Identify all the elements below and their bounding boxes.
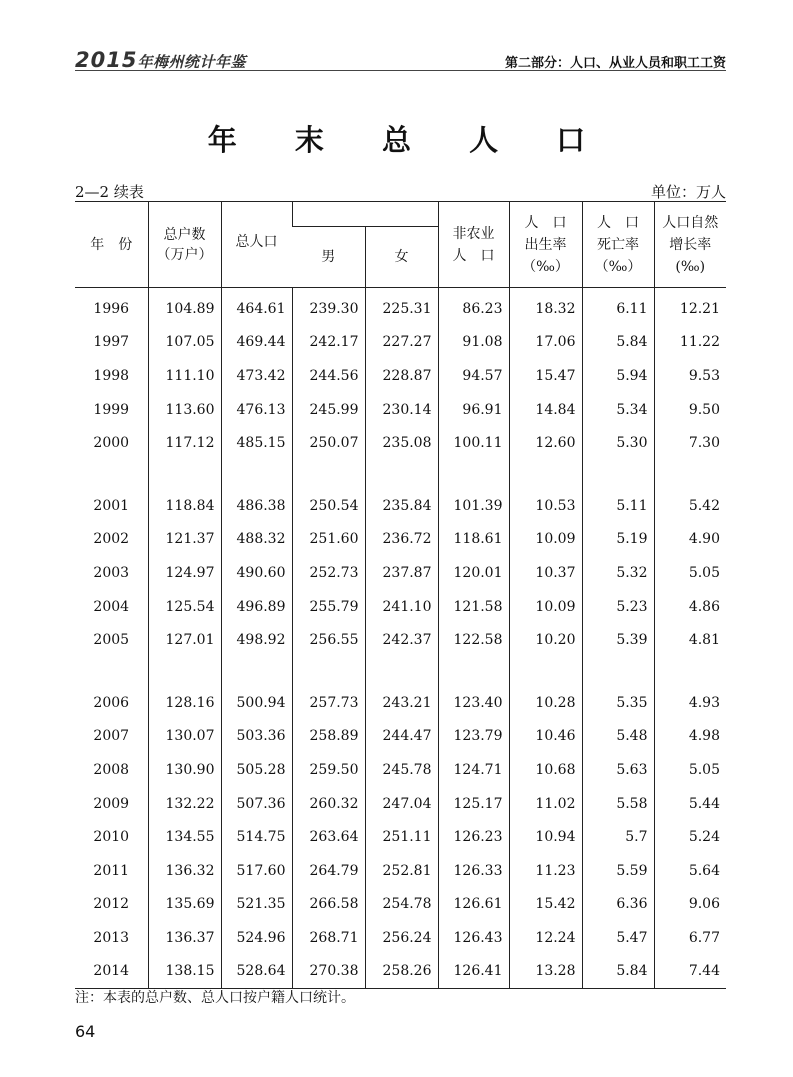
col-header-male: 男 bbox=[292, 227, 365, 288]
cell-female: 258.26 bbox=[365, 955, 438, 989]
cell-male: 250.07 bbox=[292, 426, 365, 460]
cell-male: 260.32 bbox=[292, 787, 365, 821]
cell-male: 258.89 bbox=[292, 720, 365, 754]
cell-birth-rate: 15.42 bbox=[509, 888, 582, 922]
cell-households: 134.55 bbox=[148, 820, 221, 854]
cell-nonagricultural: 123.79 bbox=[438, 720, 509, 754]
cell-female: 245.78 bbox=[365, 753, 438, 787]
cell-total-population: 498.92 bbox=[221, 623, 292, 657]
spacer-cell bbox=[292, 460, 365, 489]
col-header-death-rate-text: 人 口死亡率（‰） bbox=[594, 214, 642, 275]
spacer-cell bbox=[509, 460, 582, 489]
yearbook-year: 2015 bbox=[75, 48, 138, 72]
cell-total-population: 524.96 bbox=[221, 921, 292, 955]
cell-death-rate: 5.59 bbox=[582, 854, 654, 888]
table-note: 注：本表的总户数、总人口按户籍人口统计。 bbox=[75, 990, 355, 1006]
table-row bbox=[75, 753, 726, 787]
table-row bbox=[75, 426, 726, 460]
cell-households: 125.54 bbox=[148, 590, 221, 624]
cell-death-rate: 6.36 bbox=[582, 888, 654, 922]
cell-year: 1997 bbox=[93, 334, 130, 351]
cell-female: 235.08 bbox=[365, 426, 438, 460]
table-row bbox=[75, 787, 726, 821]
cell-birth-rate: 11.02 bbox=[509, 787, 582, 821]
cell-total-population: 485.15 bbox=[221, 426, 292, 460]
cell-nonagricultural: 126.61 bbox=[438, 888, 509, 922]
spacer-row bbox=[75, 460, 726, 489]
cell-birth-rate: 13.28 bbox=[509, 955, 582, 989]
spacer-cell bbox=[654, 657, 726, 686]
table-row bbox=[75, 393, 726, 427]
col-header-birth-rate-text: 人 口出生率（‰） bbox=[522, 214, 569, 275]
cell-female: 242.37 bbox=[365, 623, 438, 657]
cell-total-population: 488.32 bbox=[221, 523, 292, 557]
table-row bbox=[75, 359, 726, 393]
cell-total-population: 486.38 bbox=[221, 489, 292, 523]
cell-female: 227.27 bbox=[365, 326, 438, 360]
cell-female: 243.21 bbox=[365, 686, 438, 720]
cell-nonagricultural: 126.43 bbox=[438, 921, 509, 955]
cell-birth-rate: 10.53 bbox=[509, 489, 582, 523]
cell-households: 136.37 bbox=[148, 921, 221, 955]
cell-female: 225.31 bbox=[365, 288, 438, 326]
cell-male: 239.30 bbox=[292, 288, 365, 326]
cell-natural-growth: 9.53 bbox=[654, 359, 726, 393]
table-row bbox=[75, 921, 726, 955]
header-divider bbox=[75, 70, 726, 71]
cell-natural-growth: 4.90 bbox=[654, 523, 726, 557]
cell-male: 242.17 bbox=[292, 326, 365, 360]
cell-female: 252.81 bbox=[365, 854, 438, 888]
cell-nonagricultural: 123.40 bbox=[438, 686, 509, 720]
col-header-sex-group bbox=[292, 202, 438, 227]
cell-birth-rate: 10.09 bbox=[509, 523, 582, 557]
cell-male: 250.54 bbox=[292, 489, 365, 523]
cell-birth-rate: 18.32 bbox=[509, 288, 582, 326]
cell-natural-growth: 4.98 bbox=[654, 720, 726, 754]
cell-natural-growth: 5.24 bbox=[654, 820, 726, 854]
cell-natural-growth: 12.21 bbox=[654, 288, 726, 326]
cell-birth-rate: 10.20 bbox=[509, 623, 582, 657]
cell-male: 259.50 bbox=[292, 753, 365, 787]
cell-natural-growth: 11.22 bbox=[654, 326, 726, 360]
cell-total-population: 517.60 bbox=[221, 854, 292, 888]
cell-male: 263.64 bbox=[292, 820, 365, 854]
spacer-row bbox=[75, 657, 726, 686]
cell-total-population: 464.61 bbox=[221, 288, 292, 326]
cell-male: 266.58 bbox=[292, 888, 365, 922]
cell-male: 256.55 bbox=[292, 623, 365, 657]
cell-natural-growth: 5.64 bbox=[654, 854, 726, 888]
table-row bbox=[75, 489, 726, 523]
cell-year: 2000 bbox=[93, 435, 130, 452]
spacer-cell bbox=[221, 657, 292, 686]
cell-year: 2014 bbox=[75, 955, 148, 989]
cell-households: 135.69 bbox=[148, 888, 221, 922]
spacer-cell bbox=[221, 460, 292, 489]
cell-total-population: 500.94 bbox=[221, 686, 292, 720]
cell-nonagricultural: 124.71 bbox=[438, 753, 509, 787]
cell-birth-rate: 12.24 bbox=[509, 921, 582, 955]
cell-natural-growth: 7.30 bbox=[654, 426, 726, 460]
cell-death-rate: 5.84 bbox=[582, 326, 654, 360]
col-header-households-text: 总户数（万户） bbox=[156, 226, 213, 263]
spacer-cell bbox=[148, 460, 221, 489]
spacer-cell bbox=[292, 657, 365, 686]
cell-birth-rate: 14.84 bbox=[509, 393, 582, 427]
cell-death-rate: 5.48 bbox=[582, 720, 654, 754]
cell-natural-growth: 7.44 bbox=[654, 955, 726, 989]
cell-total-population: 507.36 bbox=[221, 787, 292, 821]
cell-birth-rate: 10.68 bbox=[509, 753, 582, 787]
table-row bbox=[75, 556, 726, 590]
spacer-cell bbox=[509, 657, 582, 686]
cell-households: 117.12 bbox=[148, 426, 221, 460]
cell-households: 128.16 bbox=[148, 686, 221, 720]
cell-households: 113.60 bbox=[148, 393, 221, 427]
table-row bbox=[75, 326, 726, 360]
table-row bbox=[75, 888, 726, 922]
cell-year: 1998 bbox=[93, 367, 130, 384]
spacer-cell bbox=[75, 460, 148, 489]
spacer-cell bbox=[582, 657, 654, 686]
cell-nonagricultural: 118.61 bbox=[438, 523, 509, 557]
cell-total-population: 469.44 bbox=[221, 326, 292, 360]
population-table bbox=[75, 201, 726, 989]
cell-birth-rate: 10.09 bbox=[509, 590, 582, 624]
cell-female: 235.84 bbox=[365, 489, 438, 523]
cell-death-rate: 5.94 bbox=[582, 359, 654, 393]
cell-total-population: 496.89 bbox=[221, 590, 292, 624]
spacer-cell bbox=[438, 657, 509, 686]
cell-nonagricultural: 126.33 bbox=[438, 854, 509, 888]
cell-households: 138.15 bbox=[148, 955, 221, 989]
cell-total-population: 505.28 bbox=[221, 753, 292, 787]
spacer-cell bbox=[148, 657, 221, 686]
cell-nonagricultural: 126.41 bbox=[438, 955, 509, 989]
cell-year: 2010 bbox=[93, 829, 130, 846]
cell-female: 230.14 bbox=[365, 393, 438, 427]
cell-households: 111.10 bbox=[148, 359, 221, 393]
cell-households: 107.05 bbox=[148, 326, 221, 360]
col-header-nonagricultural bbox=[438, 202, 509, 288]
col-header-year: 年 份 bbox=[75, 202, 148, 288]
cell-total-population: 503.36 bbox=[221, 720, 292, 754]
cell-birth-rate: 12.60 bbox=[509, 426, 582, 460]
table-row bbox=[75, 523, 726, 557]
cell-death-rate: 5.7 bbox=[582, 820, 654, 854]
cell-nonagricultural: 91.08 bbox=[438, 326, 509, 360]
cell-natural-growth: 5.42 bbox=[654, 489, 726, 523]
cell-birth-rate: 11.23 bbox=[509, 854, 582, 888]
cell-birth-rate: 10.37 bbox=[509, 556, 582, 590]
cell-natural-growth: 5.44 bbox=[654, 787, 726, 821]
cell-households: 136.32 bbox=[148, 854, 221, 888]
cell-male: 257.73 bbox=[292, 686, 365, 720]
cell-nonagricultural: 96.91 bbox=[438, 393, 509, 427]
spacer-cell bbox=[654, 460, 726, 489]
cell-female: 237.87 bbox=[365, 556, 438, 590]
cell-natural-growth: 4.81 bbox=[654, 623, 726, 657]
cell-year: 2012 bbox=[93, 896, 130, 913]
col-header-total-population: 总人口 bbox=[221, 202, 292, 288]
cell-nonagricultural: 100.11 bbox=[438, 426, 509, 460]
col-header-nonagricultural-text: 非农业人 口 bbox=[452, 225, 495, 264]
cell-households: 104.89 bbox=[148, 288, 221, 326]
cell-households: 127.01 bbox=[148, 623, 221, 657]
cell-death-rate: 5.30 bbox=[582, 426, 654, 460]
cell-male: 264.79 bbox=[292, 854, 365, 888]
cell-nonagricultural: 126.23 bbox=[438, 820, 509, 854]
cell-year: 2004 bbox=[93, 598, 130, 615]
cell-female: 256.24 bbox=[365, 921, 438, 955]
cell-total-population: 473.42 bbox=[221, 359, 292, 393]
yearbook-title bbox=[75, 48, 246, 72]
cell-death-rate: 5.32 bbox=[582, 556, 654, 590]
cell-death-rate: 5.23 bbox=[582, 590, 654, 624]
cell-natural-growth: 5.05 bbox=[654, 753, 726, 787]
table-row bbox=[75, 955, 726, 989]
cell-year: 2006 bbox=[93, 694, 130, 711]
cell-nonagricultural: 86.23 bbox=[438, 288, 509, 326]
cell-total-population: 490.60 bbox=[221, 556, 292, 590]
cell-death-rate: 5.11 bbox=[582, 489, 654, 523]
cell-female: 251.11 bbox=[365, 820, 438, 854]
table-body bbox=[75, 288, 726, 989]
cell-female: 254.78 bbox=[365, 888, 438, 922]
col-header-households bbox=[148, 202, 221, 288]
cell-nonagricultural: 101.39 bbox=[438, 489, 509, 523]
table-number: 2—2 续表 bbox=[75, 183, 144, 201]
cell-death-rate: 5.34 bbox=[582, 393, 654, 427]
table-row bbox=[75, 854, 726, 888]
cell-male: 255.79 bbox=[292, 590, 365, 624]
cell-year: 2002 bbox=[93, 531, 130, 548]
cell-male: 251.60 bbox=[292, 523, 365, 557]
running-header bbox=[75, 44, 726, 72]
spacer-cell bbox=[582, 460, 654, 489]
page-title: 年 末 总 人 口 bbox=[207, 123, 610, 157]
cell-female: 247.04 bbox=[365, 787, 438, 821]
cell-natural-growth: 5.05 bbox=[654, 556, 726, 590]
cell-households: 132.22 bbox=[148, 787, 221, 821]
cell-male: 270.38 bbox=[292, 955, 365, 989]
cell-male: 244.56 bbox=[292, 359, 365, 393]
cell-birth-rate: 10.28 bbox=[509, 686, 582, 720]
cell-nonagricultural: 125.17 bbox=[438, 787, 509, 821]
cell-birth-rate: 10.94 bbox=[509, 820, 582, 854]
cell-households: 130.90 bbox=[148, 753, 221, 787]
cell-natural-growth: 4.86 bbox=[654, 590, 726, 624]
cell-male: 245.99 bbox=[292, 393, 365, 427]
cell-death-rate: 6.11 bbox=[582, 288, 654, 326]
cell-nonagricultural: 122.58 bbox=[438, 623, 509, 657]
cell-birth-rate: 15.47 bbox=[509, 359, 582, 393]
cell-year: 2001 bbox=[93, 497, 130, 514]
cell-year: 2009 bbox=[93, 795, 130, 812]
cell-female: 228.87 bbox=[365, 359, 438, 393]
cell-total-population: 521.35 bbox=[221, 888, 292, 922]
cell-households: 118.84 bbox=[148, 489, 221, 523]
col-header-female: 女 bbox=[365, 227, 438, 288]
cell-year: 2011 bbox=[93, 862, 130, 879]
cell-death-rate: 5.39 bbox=[582, 623, 654, 657]
cell-female: 241.10 bbox=[365, 590, 438, 624]
cell-death-rate: 5.63 bbox=[582, 753, 654, 787]
yearbook-name: 年梅州统计年鉴 bbox=[137, 53, 246, 71]
cell-total-population: 476.13 bbox=[221, 393, 292, 427]
cell-year: 2013 bbox=[93, 929, 130, 946]
cell-total-population: 514.75 bbox=[221, 820, 292, 854]
cell-year: 2003 bbox=[93, 564, 130, 581]
col-header-death-rate bbox=[582, 202, 654, 288]
table-row bbox=[75, 590, 726, 624]
spacer-cell bbox=[365, 460, 438, 489]
table-row bbox=[75, 623, 726, 657]
cell-nonagricultural: 121.58 bbox=[438, 590, 509, 624]
cell-female: 236.72 bbox=[365, 523, 438, 557]
spacer-cell bbox=[365, 657, 438, 686]
cell-year: 2008 bbox=[93, 761, 130, 778]
cell-nonagricultural: 94.57 bbox=[438, 359, 509, 393]
cell-natural-growth: 4.93 bbox=[654, 686, 726, 720]
unit-label: 单位：万人 bbox=[650, 183, 726, 201]
cell-female: 244.47 bbox=[365, 720, 438, 754]
cell-natural-growth: 9.50 bbox=[654, 393, 726, 427]
cell-death-rate: 5.84 bbox=[582, 955, 654, 989]
table-row bbox=[75, 288, 726, 326]
cell-death-rate: 5.47 bbox=[582, 921, 654, 955]
spacer-cell bbox=[438, 460, 509, 489]
cell-natural-growth: 9.06 bbox=[654, 888, 726, 922]
table-row bbox=[75, 720, 726, 754]
cell-households: 130.07 bbox=[148, 720, 221, 754]
cell-households: 121.37 bbox=[148, 523, 221, 557]
cell-year: 2005 bbox=[93, 632, 130, 649]
cell-death-rate: 5.19 bbox=[582, 523, 654, 557]
cell-nonagricultural: 120.01 bbox=[438, 556, 509, 590]
col-header-natural-growth bbox=[654, 202, 726, 288]
table-row bbox=[75, 820, 726, 854]
table-row bbox=[75, 686, 726, 720]
page-number: 64 bbox=[75, 1022, 96, 1041]
cell-death-rate: 5.58 bbox=[582, 787, 654, 821]
cell-natural-growth: 6.77 bbox=[654, 921, 726, 955]
spacer-cell bbox=[75, 657, 148, 686]
cell-households: 124.97 bbox=[148, 556, 221, 590]
cell-male: 252.73 bbox=[292, 556, 365, 590]
col-header-birth-rate bbox=[509, 202, 582, 288]
cell-year: 2007 bbox=[93, 728, 130, 745]
cell-death-rate: 5.35 bbox=[582, 686, 654, 720]
section-title: 第二部分：人口、从业人员和职工工资 bbox=[504, 56, 726, 71]
cell-birth-rate: 10.46 bbox=[509, 720, 582, 754]
cell-year: 1999 bbox=[93, 401, 130, 418]
cell-year: 1996 bbox=[93, 300, 130, 317]
cell-total-population: 528.64 bbox=[221, 955, 292, 989]
cell-birth-rate: 17.06 bbox=[509, 326, 582, 360]
col-header-natural-growth-text: 人口自然增长率(‰) bbox=[662, 214, 719, 275]
cell-male: 268.71 bbox=[292, 921, 365, 955]
